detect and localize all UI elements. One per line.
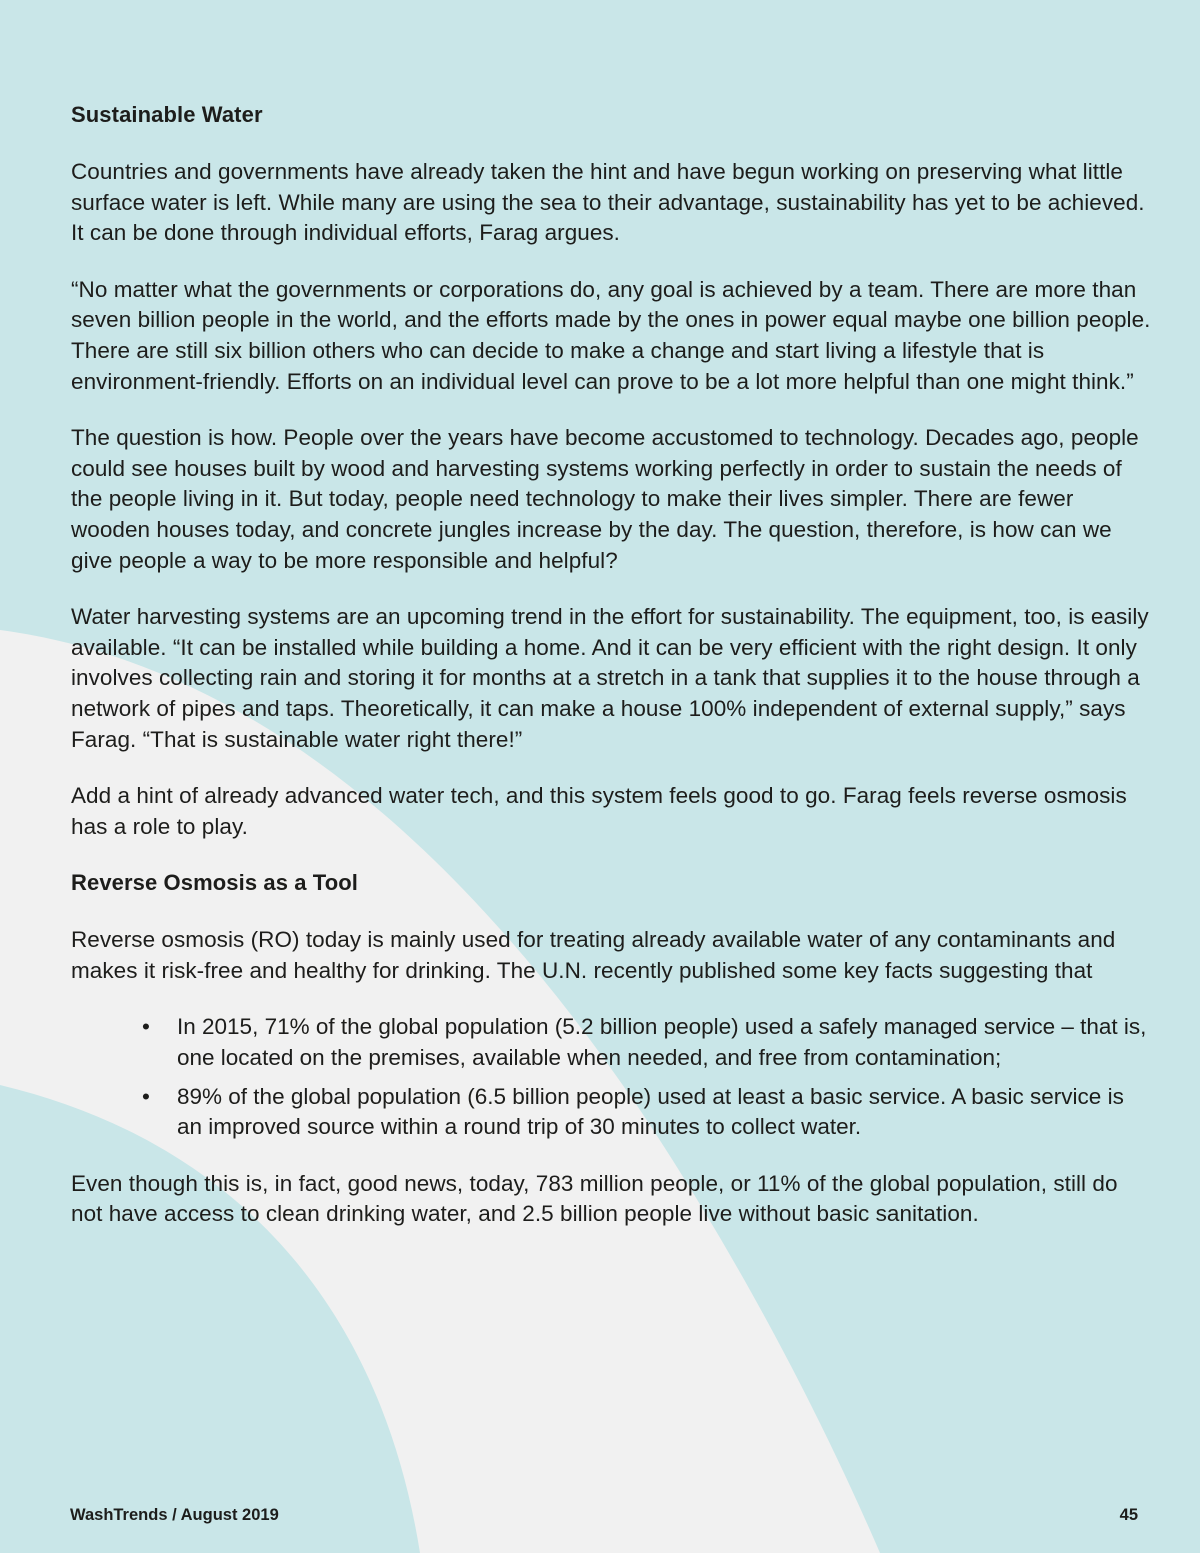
list-item: • In 2015, 71% of the global population (5.2 billion people) used a safely managed service – that is, one located on the premises, available when needed, and free from contamination; bbox=[177, 1012, 1151, 1073]
list-item: • 89% of the global population (6.5 billion people) used at least a basic service. A basic service is an improved source within a round trip of 30 minutes to collect water. bbox=[177, 1082, 1151, 1143]
facts-list bbox=[71, 1012, 1151, 1142]
paragraph: The question is how. People over the years have become accustomed to technology. Decades ago, people could see houses built by wood and harvesting systems working perfectly in order to sustain the needs of the people living in it. But today, people need technology to make their lives simpler. There are fewer wooden houses today, and concrete jungles increase by the day. The question, therefore, is how can we give people a way to be more responsible and helpful? bbox=[71, 425, 1139, 573]
paragraph: Countries and governments have already taken the hint and have begun working on preserving what little surface water is left. While many are using the sea to their advantage, sustainability has yet to be achieved. It can be done through individual efforts, Farag argues. bbox=[71, 159, 1145, 246]
paragraph: Reverse osmosis (RO) today is mainly used for treating already available water of any contaminants and makes it risk-free and healthy for drinking. The U.N. recently published some key facts suggesting that bbox=[71, 927, 1116, 983]
section-heading-reverse-osmosis: Reverse Osmosis as a Tool bbox=[71, 870, 359, 896]
paragraph: Even though this is, in fact, good news, today, 783 million people, or 11% of the global population, still do not have access to clean drinking water, and 2.5 billion people live without basic sanitation. bbox=[71, 1170, 1118, 1227]
paragraph: Add a hint of already advanced water tech, and this system feels good to go. Farag feels reverse osmosis has a role to play. bbox=[71, 783, 1127, 839]
article-body bbox=[71, 100, 1151, 1256]
page-footer bbox=[70, 1506, 1138, 1525]
page-number: 45 bbox=[1119, 1506, 1138, 1524]
section-heading-sustainable-water: Sustainable Water bbox=[71, 102, 263, 127]
publication-name: WashTrends / August 2019 bbox=[70, 1506, 279, 1524]
quote-paragraph: “No matter what the governments or corporations do, any goal is achieved by a team. There are more than seven billion people in the world, and the efforts made by the ones in power equal maybe one billion people. There are still six billion others who can decide to make a change and start living a lifestyle that is environment-friendly. Efforts on an individual level can prove to be a lot more helpful than one might think.” bbox=[71, 276, 1151, 394]
paragraph: Water harvesting systems are an upcoming trend in the effort for sustainability. The equipment, too, is easily available. “It can be installed while building a home. And it can be very efficient with the right design. It only involves collecting rain and storing it for months at a stretch in a tank that supplies it to the house through a network of pipes and taps. Theoretically, it can make a house 100% independent of external supply,” says Farag. “That is sustainable water right there!” bbox=[71, 604, 1149, 752]
